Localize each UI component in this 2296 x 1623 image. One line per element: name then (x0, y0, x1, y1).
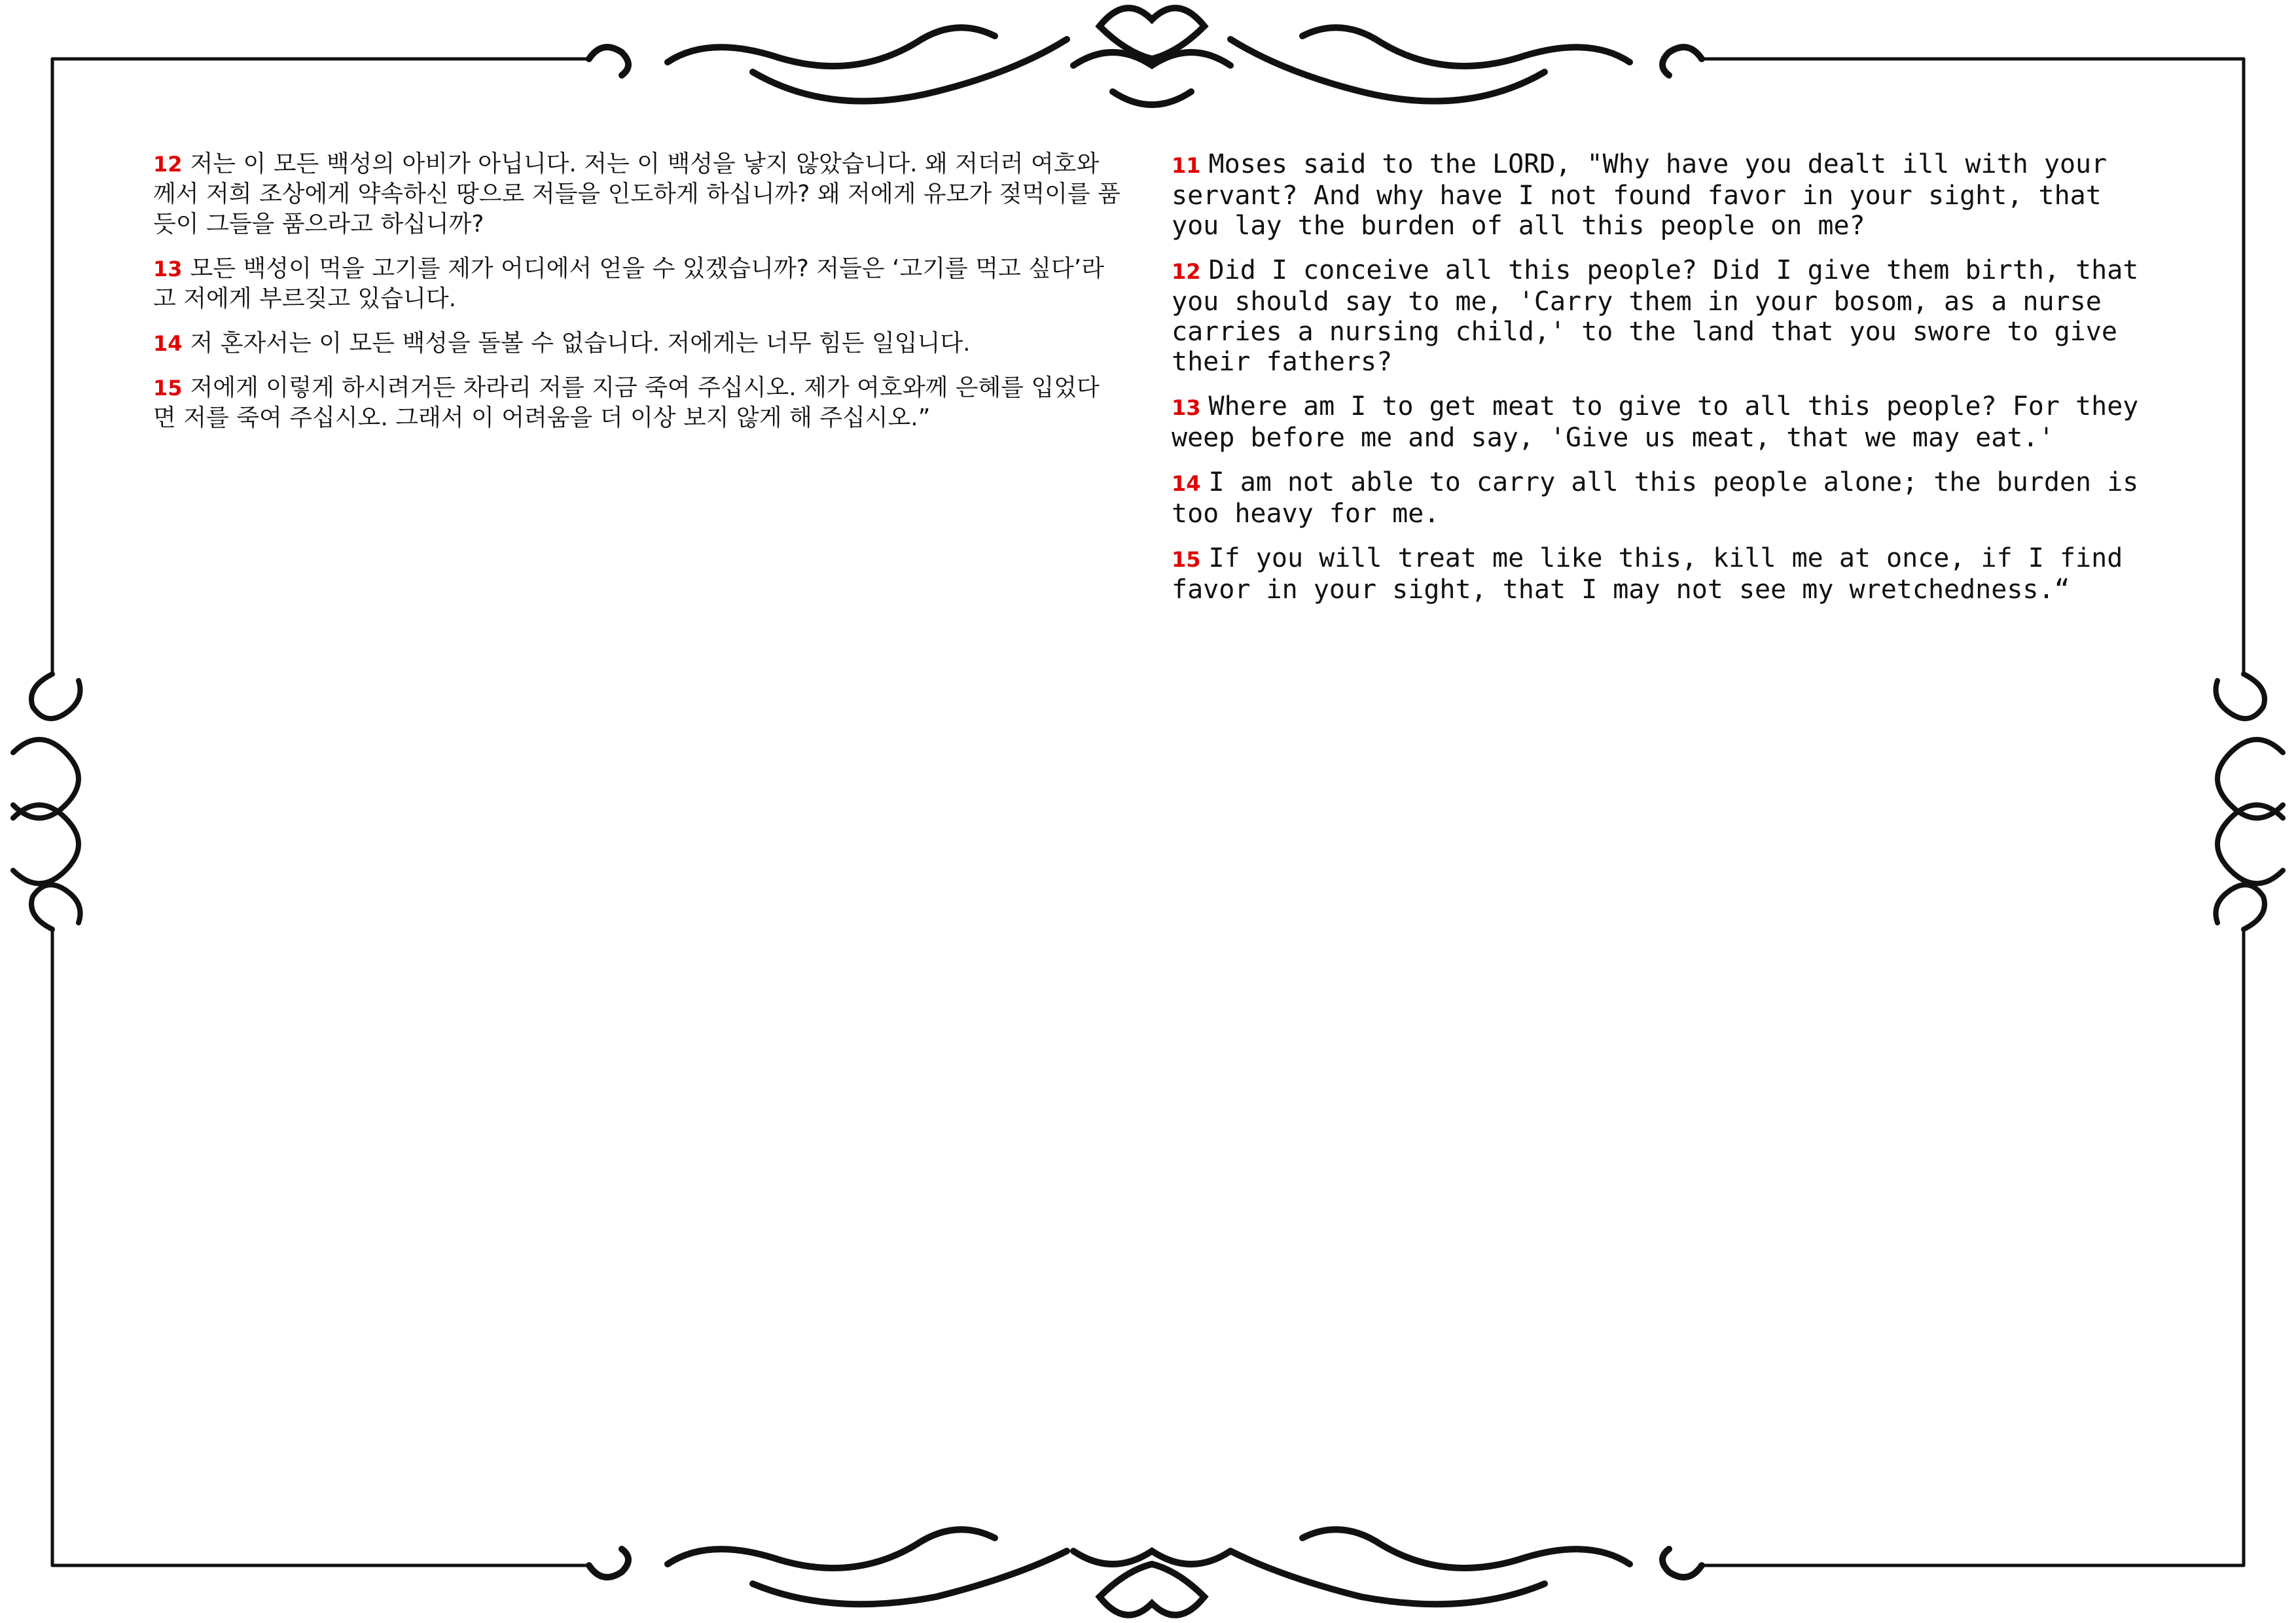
korean-verse (153, 149, 1122, 240)
korean-verse (153, 254, 1122, 314)
korean-column (153, 149, 1122, 448)
english-verse (1172, 543, 2153, 605)
korean-verse (153, 373, 1122, 433)
verse-text: 저는 이 모든 백성의 아비가 아닙니다. 저는 이 백성을 낳지 않았습니다. 왜 저더러 여호와께서 저희 조상에게 약속하신 땅으로 저들을 인도하게 하십니까? 왜 저에게 유모가 젖먹이를 품듯이 그들을 품으라고 하십니까? (153, 151, 1121, 238)
left-ornament (13, 674, 81, 929)
verse-text: 저 혼자서는 이 모든 백성을 돌볼 수 없습니다. 저에게는 너무 힘든 일입니다. (190, 330, 971, 357)
english-verse (1172, 149, 2153, 241)
top-ornament (589, 8, 1702, 105)
english-column (1172, 149, 2153, 619)
english-verse (1172, 391, 2153, 453)
verse-text: Moses said to the LORD, "Why have you dealt ill with your servant? And why have I not found favor in your sight, that you lay the burden of all this people on me? (1172, 149, 2108, 241)
verse-number: 15 (1172, 547, 1201, 572)
english-verse (1172, 467, 2153, 529)
verse-number: 13 (153, 257, 183, 281)
verse-number: 14 (1172, 471, 1201, 496)
verse-text: 저에게 이렇게 하시려거든 차라리 저를 지금 죽여 주십시오. 제가 여호와께 은혜를 입었다면 저를 죽여 주십시오. 그래서 이 어려움을 더 이상 보지 않게 해 주십시오.” (153, 374, 1100, 431)
verse-text: 모든 백성이 먹을 고기를 제가 어디에서 얻을 수 있겠습니까? 저들은 ‘고기를 먹고 싶다’라고 저에게 부르짖고 있습니다. (153, 255, 1105, 312)
verse-number: 12 (153, 152, 183, 177)
verse-text: Where am I to get meat to give to all this people? For they weep before me and say, 'Give us meat, that we may eat.' (1172, 391, 2139, 453)
verse-text: I am not able to carry all this people alone; the burden is too heavy for me. (1172, 467, 2139, 529)
bottom-ornament (589, 1529, 1702, 1615)
verse-number: 12 (1172, 259, 1201, 284)
korean-verse (153, 329, 1122, 359)
verse-number: 13 (1172, 395, 1201, 420)
verse-text: If you will treat me like this, kill me at once, if I find favor in your sight, that I may not see my wretchedness.“ (1172, 543, 2123, 605)
english-verse (1172, 255, 2153, 377)
verse-number: 11 (1172, 153, 1201, 178)
verse-number: 15 (153, 376, 183, 401)
verse-text: Did I conceive all this people? Did I give them birth, that you should say to me, 'Carry them in your bosom, as a nurse carries a nursing child,' to the land that you swore to give their fathers? (1172, 255, 2139, 377)
right-ornament (2216, 674, 2284, 929)
verse-number: 14 (153, 331, 183, 356)
